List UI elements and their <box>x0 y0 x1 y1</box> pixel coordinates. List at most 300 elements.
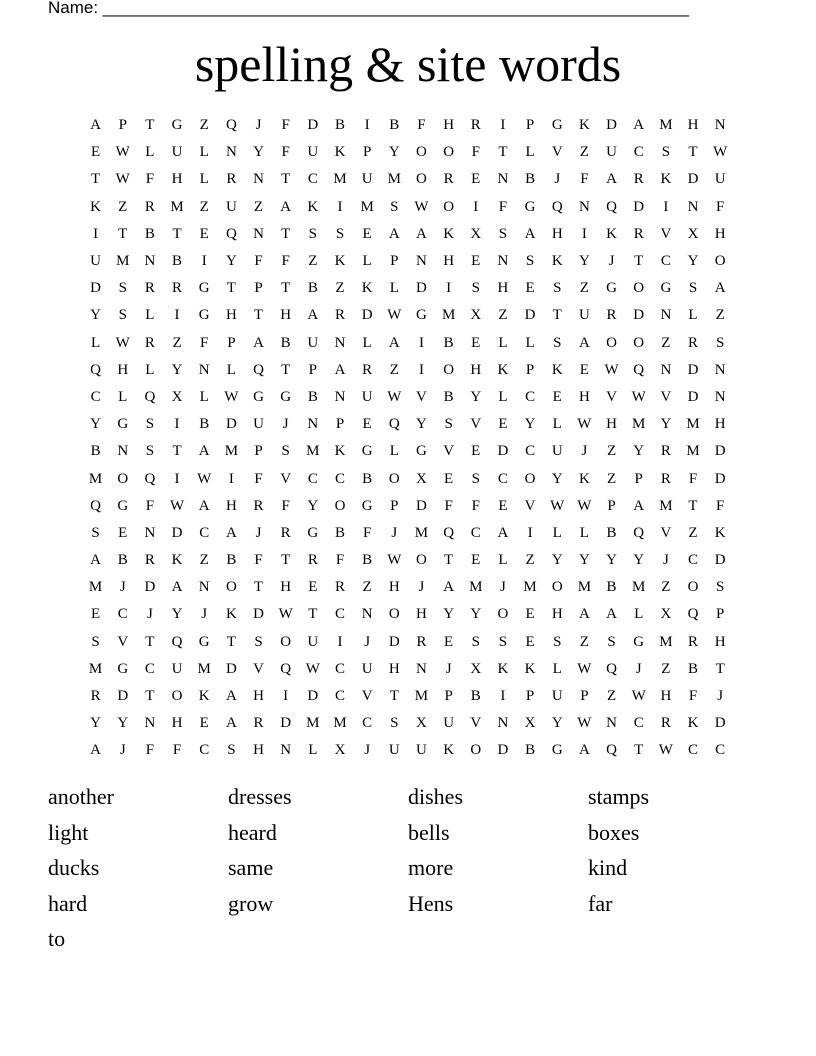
grid-letter: T <box>389 688 399 705</box>
grid-letter: H <box>416 606 427 623</box>
grid-letter: M <box>414 524 429 541</box>
grid-letter: G <box>524 198 536 215</box>
grid-letter: D <box>225 660 237 677</box>
grid-letter: T <box>281 225 291 242</box>
grid-row <box>82 194 734 221</box>
grid-letter: A <box>524 225 536 242</box>
grid-letter: V <box>470 416 482 433</box>
grid-letter: L <box>199 144 209 161</box>
grid-letter: D <box>144 579 156 596</box>
grid-letter: R <box>334 579 345 596</box>
grid-letter: N <box>578 198 590 215</box>
grid-letter: U <box>307 334 319 351</box>
grid-letter: C <box>633 144 644 161</box>
grid-letter: R <box>144 552 155 569</box>
grid-letter: T <box>552 307 562 324</box>
grid-letter: N <box>714 388 726 405</box>
grid-letter: T <box>281 171 291 188</box>
grid-letter: O <box>633 280 645 297</box>
grid-letter: F <box>281 497 290 514</box>
grid-letter: F <box>498 198 508 215</box>
grid-letter: G <box>171 117 183 134</box>
grid-letter: T <box>172 225 182 242</box>
grid-row <box>82 330 734 357</box>
grid-letter: K <box>687 715 699 732</box>
grid-letter: B <box>307 388 318 405</box>
grid-letter: K <box>90 198 101 215</box>
grid-letter: D <box>714 443 726 460</box>
grid-letter: C <box>199 742 210 759</box>
grid-letter: L <box>362 334 372 351</box>
grid-letter: D <box>524 307 536 324</box>
grid-letter: C <box>334 606 345 623</box>
grid-letter: D <box>90 280 101 297</box>
grid-letter: O <box>171 688 183 705</box>
grid-letter: W <box>115 334 130 351</box>
grid-letter: V <box>253 660 264 677</box>
grid-letter: O <box>551 579 563 596</box>
grid-letter: L <box>226 361 236 378</box>
grid-letter: S <box>525 253 535 270</box>
grid-letter: O <box>416 171 427 188</box>
grid-letter: A <box>225 688 237 705</box>
grid-letter: Z <box>253 198 264 215</box>
grid-letter: U <box>551 443 563 460</box>
grid-letter: J <box>119 742 126 759</box>
grid-letter: N <box>497 253 509 270</box>
grid-letter: T <box>281 280 291 297</box>
grid-letter: E <box>308 579 318 596</box>
grid-letter: W <box>631 688 646 705</box>
grid-letter: N <box>198 579 210 596</box>
grid-letter: Y <box>117 715 129 732</box>
grid-letter: D <box>687 171 699 188</box>
grid-letter: L <box>389 443 399 460</box>
grid-letter: C <box>307 470 318 487</box>
grid-letter: L <box>552 416 562 433</box>
grid-letter: O <box>388 606 400 623</box>
grid-letter: A <box>253 334 264 351</box>
grid-letter: A <box>578 606 590 623</box>
grid-letter: Q <box>280 660 292 677</box>
grid-letter: U <box>253 416 264 433</box>
grid-letter: E <box>525 633 535 650</box>
grid-letter: G <box>551 742 563 759</box>
grid-letter: K <box>714 524 726 541</box>
grid-letter: A <box>388 334 400 351</box>
grid-letter: G <box>416 307 427 324</box>
grid-letter: M <box>224 443 239 460</box>
word-list-item: another <box>48 784 114 809</box>
grid-letter: P <box>227 334 236 351</box>
grid-letter: W <box>197 470 212 487</box>
grid-letter: I <box>364 117 370 134</box>
grid-row <box>82 601 734 628</box>
grid-letter: F <box>716 198 725 215</box>
grid-letter: A <box>443 579 455 596</box>
grid-letter: J <box>391 524 398 541</box>
grid-row <box>82 112 734 139</box>
grid-letter: N <box>117 443 129 460</box>
grid-letter: U <box>388 742 400 759</box>
grid-letter: L <box>90 334 101 351</box>
grid-letter: C <box>90 388 101 405</box>
grid-letter: O <box>443 361 455 378</box>
grid-letter: R <box>660 470 671 487</box>
grid-letter: Q <box>633 361 645 378</box>
grid-letter: E <box>118 524 128 541</box>
grid-letter: R <box>253 715 264 732</box>
grid-letter: L <box>308 742 318 759</box>
grid-letter: F <box>335 552 345 569</box>
grid-letter: Q <box>606 198 617 215</box>
grid-letter: B <box>362 470 373 487</box>
grid-letter: Z <box>715 307 725 324</box>
grid-letter: M <box>659 633 673 650</box>
grid-letter: R <box>280 524 291 541</box>
grid-letter: E <box>498 497 508 514</box>
grid-letter: V <box>117 633 129 650</box>
grid-letter: R <box>144 334 155 351</box>
grid-letter: N <box>660 307 672 324</box>
grid-letter: M <box>659 497 673 514</box>
grid-letter: F <box>254 552 263 569</box>
grid-letter: D <box>280 715 292 732</box>
grid-letter: U <box>225 198 237 215</box>
grid-letter: D <box>714 715 726 732</box>
grid-letter: W <box>577 660 592 677</box>
word-list-item: to <box>48 926 66 952</box>
grid-letter: N <box>714 361 726 378</box>
grid-letter: E <box>199 715 209 732</box>
grid-letter: V <box>416 388 427 405</box>
grid-letter: L <box>525 144 535 161</box>
grid-letter: E <box>498 416 508 433</box>
grid-letter: N <box>660 361 672 378</box>
grid-letter: K <box>606 225 617 242</box>
grid-letter: C <box>334 470 345 487</box>
grid-letter: K <box>551 361 563 378</box>
grid-letter: L <box>145 307 155 324</box>
grid-letter: Y <box>443 606 455 623</box>
grid-letter: D <box>687 361 699 378</box>
grid-letter: X <box>660 606 672 623</box>
grid-letter: X <box>470 225 482 242</box>
grid-letter: W <box>115 171 130 188</box>
grid-letter: N <box>144 715 156 732</box>
grid-letter: C <box>688 552 699 569</box>
grid-letter: P <box>525 117 535 134</box>
word-list-item: bells <box>408 819 450 845</box>
page-title: spelling & site words <box>194 36 622 92</box>
grid-letter: Y <box>606 552 617 569</box>
grid-letter: Z <box>661 334 671 351</box>
grid-letter: H <box>470 361 482 378</box>
grid-letter: J <box>500 579 506 596</box>
grid-letter: O <box>280 633 292 650</box>
grid-letter: Z <box>606 688 617 705</box>
grid-letter: G <box>198 633 210 650</box>
grid-letter: L <box>498 552 508 569</box>
grid-row <box>82 302 734 329</box>
grid-letter: F <box>145 497 155 514</box>
grid-letter: G <box>280 388 292 405</box>
grid-letter: U <box>361 388 373 405</box>
grid-letter: M <box>88 470 103 487</box>
grid-letter: M <box>659 117 673 134</box>
grid-letter: E <box>444 470 454 487</box>
grid-letter: H <box>280 579 292 596</box>
grid-letter: W <box>577 715 592 732</box>
grid-letter: I <box>228 470 234 487</box>
grid-letter: P <box>390 497 399 514</box>
grid-letter: B <box>226 552 237 569</box>
grid-letter: M <box>170 198 184 215</box>
grid-letter: K <box>334 253 346 270</box>
grid-letter: L <box>552 660 562 677</box>
grid-letter: E <box>444 633 454 650</box>
grid-letter: A <box>90 552 101 569</box>
grid-letter: G <box>361 497 373 514</box>
grid-letter: D <box>633 198 645 215</box>
grid-letter: A <box>225 715 237 732</box>
grid-letter: N <box>497 171 509 188</box>
grid-letter: I <box>337 198 343 215</box>
grid-letter: H <box>171 715 183 732</box>
grid-letter: J <box>255 524 262 541</box>
word-list <box>48 780 768 958</box>
grid-letter: K <box>443 225 455 242</box>
grid-letter: M <box>333 171 347 188</box>
grid-letter: S <box>716 334 725 351</box>
grid-letter: Y <box>687 253 699 270</box>
grid-letter: Y <box>578 253 590 270</box>
grid-letter: F <box>444 497 453 514</box>
grid-letter: N <box>253 171 264 188</box>
word-list-item: same <box>228 855 274 881</box>
grid-letter: F <box>254 253 263 270</box>
grid-letter: H <box>497 280 509 297</box>
grid-letter: J <box>255 117 262 134</box>
word-list-item: light <box>48 819 89 845</box>
grid-letter: O <box>524 470 536 487</box>
grid-letter: W <box>631 388 646 405</box>
grid-letter: O <box>470 742 482 759</box>
grid-letter: U <box>307 633 319 650</box>
grid-letter: S <box>607 633 616 650</box>
grid-letter: K <box>660 171 672 188</box>
grid-letter: H <box>443 253 455 270</box>
grid-letter: Q <box>606 742 617 759</box>
grid-letter: D <box>497 742 509 759</box>
word-list-item: far <box>588 890 613 916</box>
grid-letter: L <box>498 388 508 405</box>
grid-letter: D <box>416 497 427 514</box>
grid-letter: W <box>169 497 185 514</box>
grid-letter: N <box>280 742 292 759</box>
grid-letter: X <box>416 470 427 487</box>
grid-letter: G <box>633 633 645 650</box>
grid-letter: P <box>308 361 317 378</box>
word-list-item: hard <box>48 890 88 916</box>
grid-letter: Z <box>579 633 589 650</box>
grid-letter: P <box>716 606 725 623</box>
word-list-item: ducks <box>48 855 100 881</box>
grid-row <box>82 547 734 574</box>
grid-letter: M <box>469 579 483 596</box>
grid-letter: T <box>172 443 182 460</box>
grid-letter: L <box>389 280 399 297</box>
grid-letter: R <box>226 171 237 188</box>
grid-row <box>82 710 734 737</box>
grid-letter: T <box>253 307 264 324</box>
grid-letter: U <box>551 688 563 705</box>
grid-letter: W <box>658 742 673 759</box>
grid-letter: G <box>253 388 264 405</box>
grid-letter: I <box>446 280 452 297</box>
word-list-item: dishes <box>408 784 463 809</box>
grid-letter: B <box>443 388 454 405</box>
grid-letter: Y <box>551 552 563 569</box>
grid-letter: U <box>714 171 726 188</box>
grid-letter: R <box>606 307 617 324</box>
grid-letter: F <box>716 497 725 514</box>
grid-letter: I <box>473 198 479 215</box>
grid-letter: T <box>688 144 698 161</box>
grid-letter: S <box>145 416 155 433</box>
grid-letter: A <box>90 742 101 759</box>
grid-letter: T <box>281 361 291 378</box>
grid-letter: B <box>525 742 536 759</box>
grid-letter: N <box>334 388 346 405</box>
grid-letter: D <box>171 524 183 541</box>
grid-letter: S <box>91 633 100 650</box>
grid-letter: N <box>144 253 156 270</box>
grid-letter: F <box>281 144 290 161</box>
grid-letter: O <box>416 552 427 569</box>
grid-letter: G <box>416 443 427 460</box>
grid-letter: S <box>145 443 155 460</box>
grid-letter: P <box>254 280 263 297</box>
grid-letter: V <box>524 497 536 514</box>
grid-letter: E <box>552 388 562 405</box>
grid-letter: U <box>361 171 373 188</box>
grid-letter: Z <box>688 524 698 541</box>
grid-letter: Y <box>470 388 482 405</box>
grid-letter: K <box>578 470 590 487</box>
grid-letter: W <box>305 660 320 677</box>
grid-letter: A <box>578 334 590 351</box>
grid-letter: W <box>387 388 402 405</box>
grid-letter: J <box>146 606 153 623</box>
grid-letter: F <box>688 470 698 487</box>
grid-letter: L <box>199 171 209 188</box>
word-list-item: more <box>408 855 454 881</box>
grid-letter: V <box>606 388 617 405</box>
grid-letter: P <box>525 688 535 705</box>
grid-letter: D <box>225 416 237 433</box>
grid-letter: C <box>334 688 345 705</box>
grid-letter: Y <box>90 416 101 433</box>
grid-letter: K <box>361 280 373 297</box>
grid-letter: R <box>334 307 345 324</box>
grid-letter: B <box>334 117 345 134</box>
grid-row <box>82 465 734 492</box>
grid-letter: L <box>199 388 209 405</box>
grid-letter: M <box>360 198 374 215</box>
grid-letter: E <box>362 416 372 433</box>
grid-row <box>82 438 734 465</box>
grid-letter: F <box>200 334 209 351</box>
grid-letter: B <box>443 334 454 351</box>
grid-letter: N <box>714 117 726 134</box>
grid-letter: R <box>443 171 454 188</box>
grid-letter: C <box>497 470 508 487</box>
grid-letter: L <box>552 524 562 541</box>
grid-letter: A <box>606 171 617 188</box>
grid-letter: Q <box>225 117 237 134</box>
grid-letter: Y <box>307 497 319 514</box>
grid-letter: Y <box>633 552 645 569</box>
grid-letter: A <box>416 225 427 242</box>
grid-letter: J <box>581 443 588 460</box>
grid-letter: Y <box>225 253 237 270</box>
grid-letter: D <box>714 470 726 487</box>
grid-letter: E <box>90 606 101 623</box>
grid-letter: D <box>117 688 129 705</box>
word-list-item: boxes <box>588 819 640 845</box>
grid-letter: X <box>687 225 699 242</box>
grid-letter: B <box>362 552 373 569</box>
grid-letter: W <box>414 198 429 215</box>
grid-letter: O <box>117 470 129 487</box>
grid-letter: F <box>281 253 290 270</box>
grid-letter: A <box>334 361 346 378</box>
grid-letter: H <box>253 742 264 759</box>
grid-letter: J <box>364 633 371 650</box>
grid-letter: N <box>334 334 346 351</box>
grid-letter: U <box>171 660 183 677</box>
grid-letter: D <box>253 606 264 623</box>
grid-letter: O <box>687 579 699 596</box>
grid-letter: D <box>388 633 400 650</box>
grid-letter: Q <box>443 524 455 541</box>
grid-letter: F <box>281 117 290 134</box>
grid-letter: W <box>115 144 130 161</box>
grid-row <box>82 656 734 683</box>
grid-letter: A <box>633 117 645 134</box>
grid-letter: X <box>470 660 482 677</box>
grid-letter: R <box>144 280 155 297</box>
grid-letter: O <box>443 198 455 215</box>
grid-letter: J <box>119 579 126 596</box>
grid-letter: H <box>225 307 237 324</box>
grid-letter: V <box>443 443 455 460</box>
grid-letter: Q <box>633 524 645 541</box>
letter-grid <box>82 112 734 765</box>
grid-letter: T <box>253 579 264 596</box>
grid-letter: W <box>713 144 728 161</box>
grid-letter: C <box>307 171 318 188</box>
grid-letter: C <box>144 660 155 677</box>
grid-letter: U <box>307 144 319 161</box>
grid-letter: T <box>308 606 318 623</box>
grid-letter: W <box>604 361 619 378</box>
grid-letter: J <box>662 552 669 569</box>
grid-letter: R <box>253 497 264 514</box>
word-list-item: stamps <box>588 784 650 809</box>
grid-letter: M <box>414 688 429 705</box>
